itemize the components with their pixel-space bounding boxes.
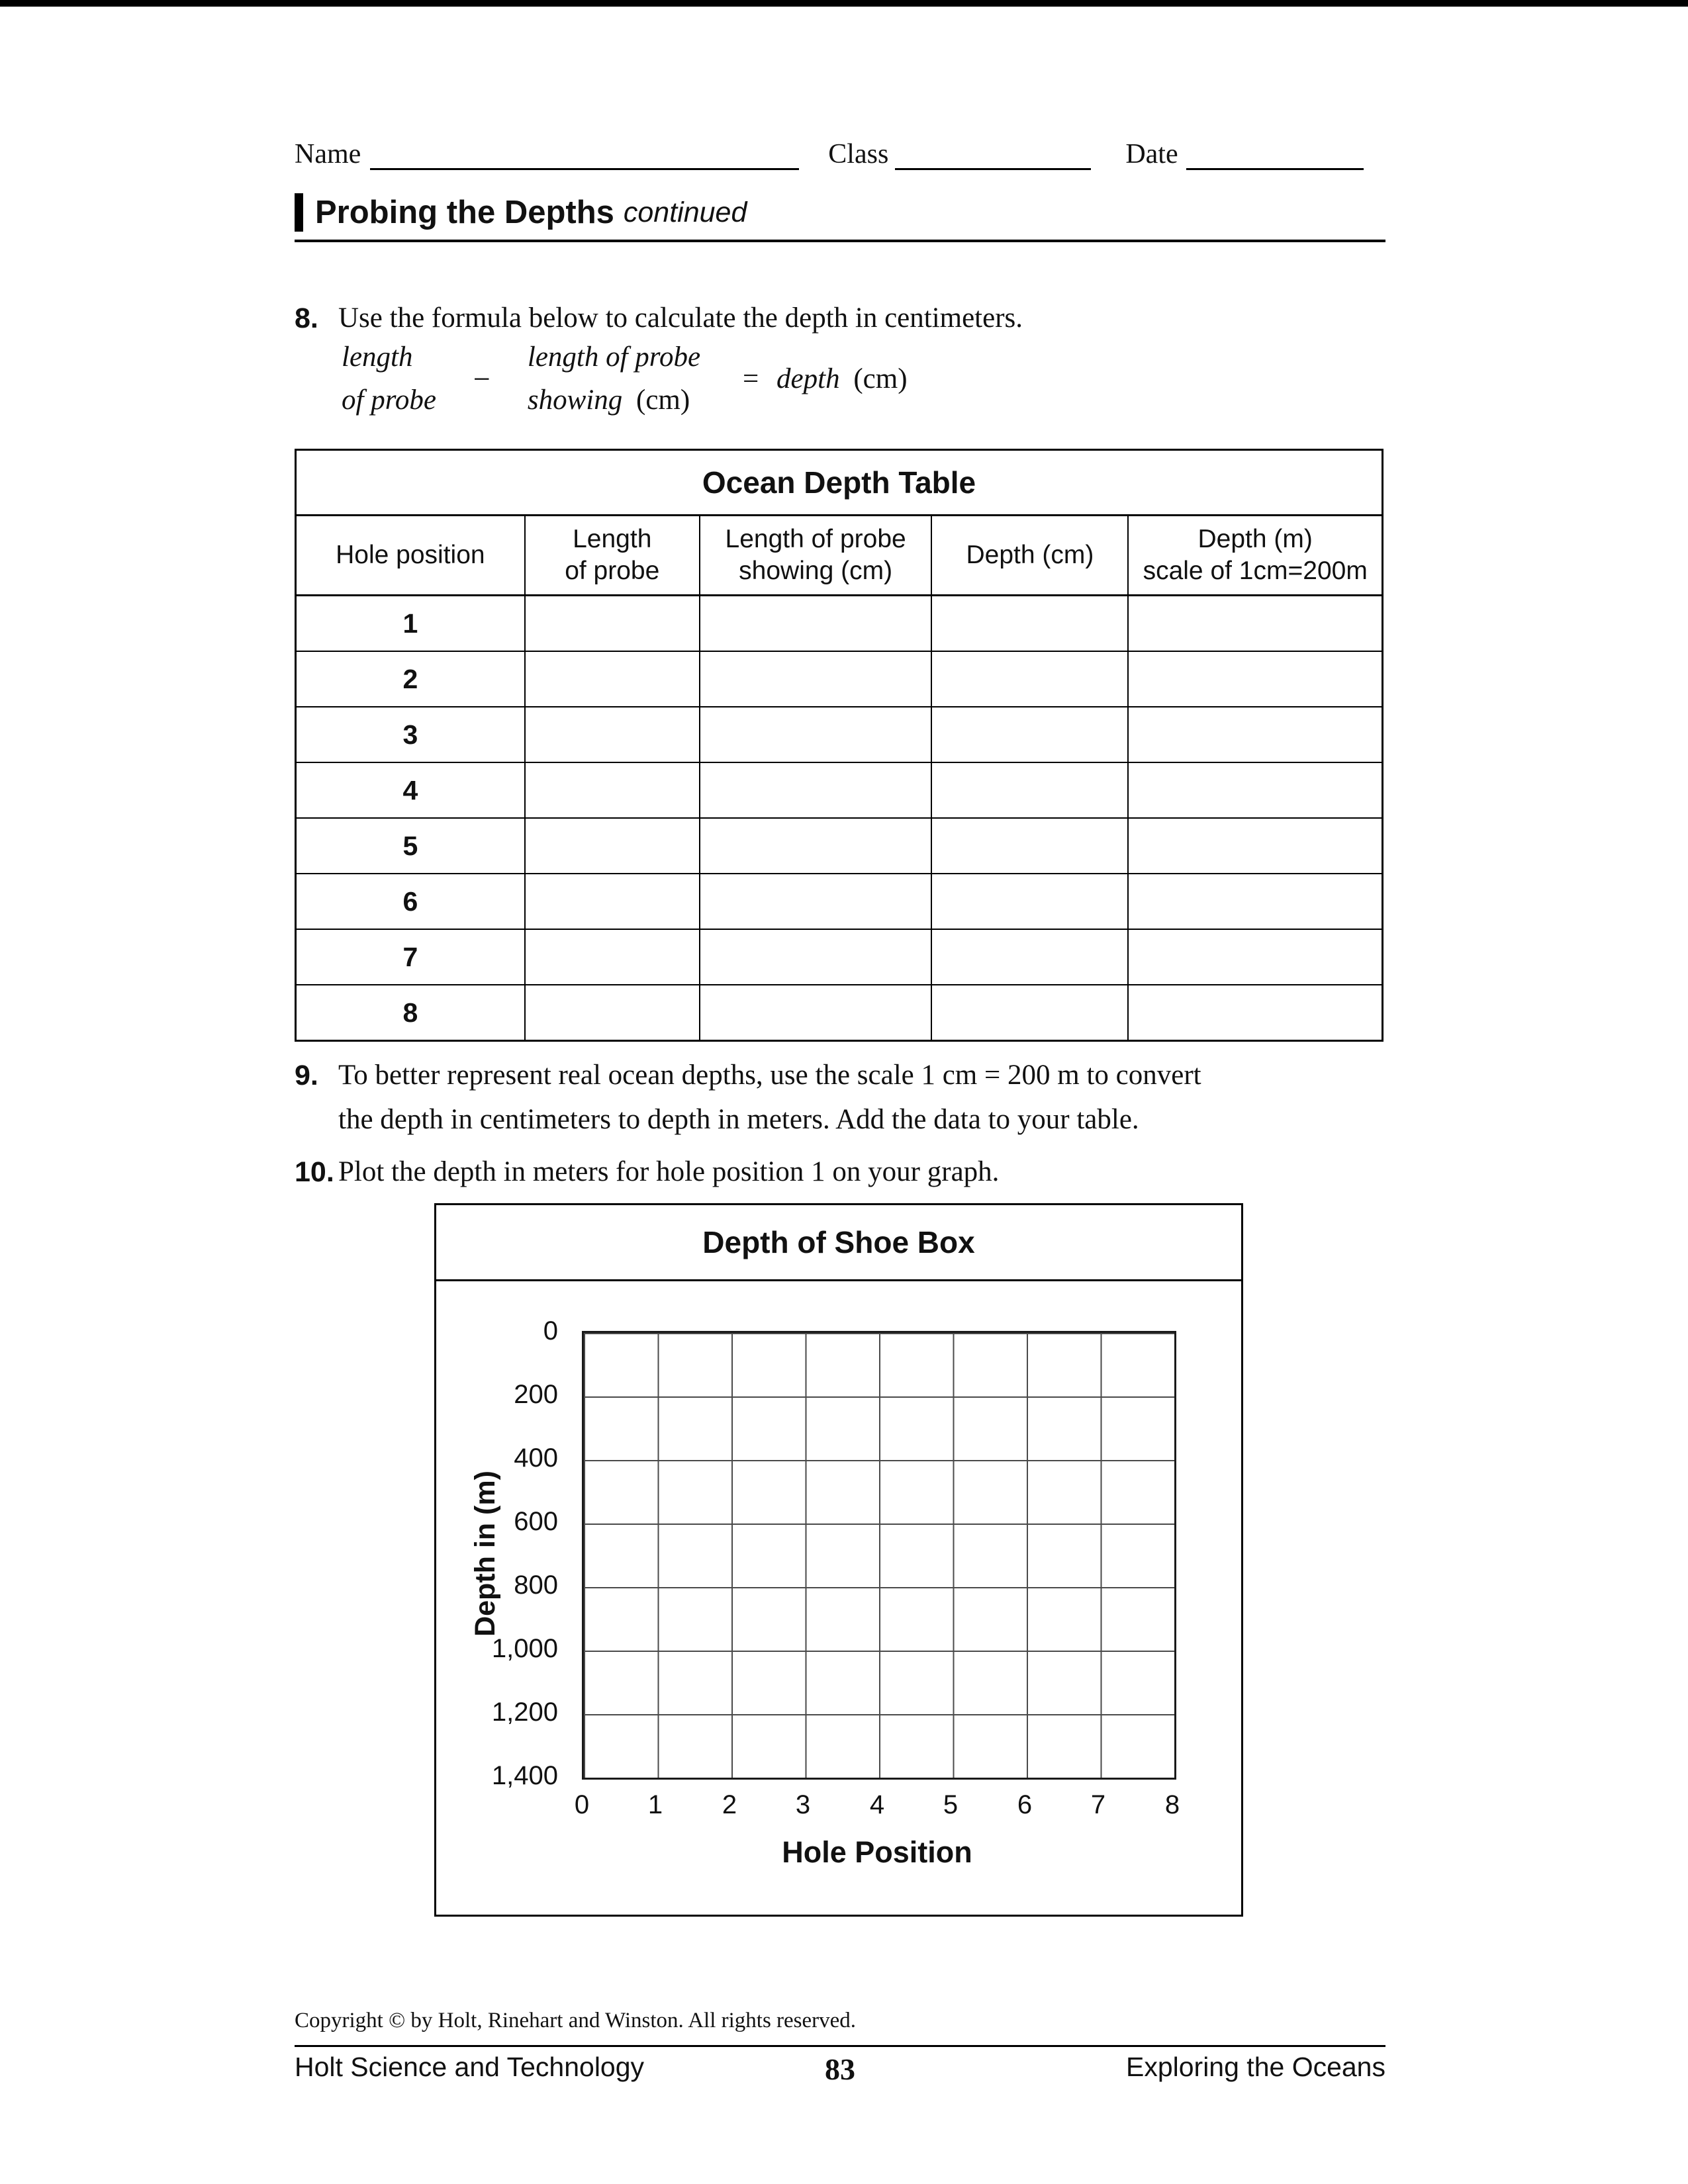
column-header-depth-cm xyxy=(931,516,1127,594)
y-tick: 1,200 xyxy=(491,1698,558,1727)
empty-cell xyxy=(931,707,1127,762)
footer-left: Holt Science and Technology xyxy=(295,2052,645,2082)
item-9 xyxy=(295,1054,1201,1142)
plot-grid xyxy=(582,1331,1176,1780)
table-row xyxy=(297,930,1382,985)
formula-term1-line2: of probe xyxy=(342,384,436,416)
empty-cell xyxy=(931,819,1127,873)
hole-position-value: 6 xyxy=(402,886,418,917)
table-title: Ocean Depth Table xyxy=(297,451,1382,516)
x-tick: 0 xyxy=(574,1790,590,1819)
title-accent-bar xyxy=(295,193,303,232)
formula-term1-line1: length xyxy=(342,341,413,373)
header-line: showing (cm) xyxy=(739,557,893,585)
y-tick: 800 xyxy=(514,1570,558,1600)
formula-result-italic: depth xyxy=(776,363,840,394)
y-tick: 1,000 xyxy=(491,1634,558,1663)
empty-cell xyxy=(524,707,699,762)
empty-cell xyxy=(1127,874,1382,929)
empty-cell xyxy=(524,763,699,817)
y-axis-title-text: Depth in (m) xyxy=(469,1470,501,1637)
hole-position-value: 5 xyxy=(402,830,418,861)
item-9-number: 9. xyxy=(295,1060,318,1091)
scan-edge-artifact xyxy=(0,0,1688,7)
hole-position-value: 8 xyxy=(402,997,418,1028)
hole-position-value: 7 xyxy=(402,941,418,972)
header-fill-in-row xyxy=(295,138,1388,170)
x-axis-title: Hole Position xyxy=(782,1835,972,1869)
formula-result xyxy=(743,363,907,395)
item-10 xyxy=(295,1150,999,1195)
empty-cell xyxy=(931,874,1127,929)
item-8-number: 8. xyxy=(295,302,318,334)
empty-cell xyxy=(699,819,931,873)
graph-box xyxy=(434,1203,1243,1917)
empty-cell xyxy=(699,930,931,984)
empty-cell xyxy=(524,819,699,873)
table-row xyxy=(297,763,1382,819)
table-row xyxy=(297,985,1382,1040)
section-title-suffix: continued xyxy=(623,196,747,228)
item-10-text: Plot the depth in meters for hole position 1 on your graph. xyxy=(338,1156,1000,1187)
x-tick: 3 xyxy=(795,1790,811,1819)
y-tick: 0 xyxy=(543,1316,558,1345)
y-axis-tick-labels xyxy=(436,1316,567,1790)
empty-cell xyxy=(1127,819,1382,873)
column-header-hole-position xyxy=(297,516,524,594)
empty-cell xyxy=(1127,707,1382,762)
table-row xyxy=(297,652,1382,707)
empty-cell xyxy=(1127,596,1382,651)
empty-cell xyxy=(524,596,699,651)
item-9-text xyxy=(338,1054,1201,1142)
x-tick: 6 xyxy=(1017,1790,1033,1819)
name-blank-line xyxy=(370,138,799,170)
equals-sign: = xyxy=(743,363,759,394)
header-line: Depth (cm) xyxy=(966,541,1094,570)
class-blank-line xyxy=(895,138,1091,170)
x-tick: 4 xyxy=(869,1790,885,1819)
header-line: Hole position xyxy=(336,541,485,570)
table-row xyxy=(297,874,1382,930)
y-tick: 1,400 xyxy=(491,1761,558,1790)
minus-sign: − xyxy=(473,362,491,396)
graph-title: Depth of Shoe Box xyxy=(436,1205,1241,1281)
empty-cell xyxy=(699,652,931,706)
footer-right: Exploring the Oceans xyxy=(1125,2052,1385,2082)
hole-position-value: 2 xyxy=(402,663,418,694)
x-axis-tick-labels xyxy=(574,1790,1180,1825)
header-line: Depth (m) xyxy=(1197,525,1313,554)
item-8-text: Use the formula below to calculate the depth in centimeters. xyxy=(338,302,1023,334)
column-header-length-of-probe xyxy=(524,516,699,594)
class-label: Class xyxy=(828,139,889,169)
formula-term2 xyxy=(528,336,700,422)
header-line: Length xyxy=(573,525,652,554)
header-line: Length of probe xyxy=(725,525,906,554)
column-header-length-showing xyxy=(699,516,931,594)
formula-term2-line2-roman: (cm) xyxy=(636,384,690,416)
x-tick: 8 xyxy=(1164,1790,1180,1819)
ocean-depth-table xyxy=(295,449,1383,1042)
hole-position-value: 3 xyxy=(402,719,418,750)
x-tick: 7 xyxy=(1090,1790,1106,1819)
hole-position-value: 1 xyxy=(402,608,418,639)
copyright-line: Copyright © by Holt, Rinehart and Winston. All rights reserved. xyxy=(295,2009,857,2032)
header-line: scale of 1cm=200m xyxy=(1143,557,1368,585)
item-10-number: 10. xyxy=(295,1156,334,1188)
header-line: of probe xyxy=(565,557,660,585)
table-row xyxy=(297,707,1382,763)
table-row xyxy=(297,819,1382,874)
formula-term1 xyxy=(342,336,436,422)
item-9-line1: To better represent real ocean depths, use the scale 1 cm = 200 m to convert xyxy=(338,1060,1201,1091)
empty-cell xyxy=(699,596,931,651)
formula-result-roman: (cm) xyxy=(853,363,908,394)
x-tick: 5 xyxy=(943,1790,959,1819)
empty-cell xyxy=(1127,930,1382,984)
section-title-bar xyxy=(295,193,1385,242)
empty-cell xyxy=(1127,652,1382,706)
empty-cell xyxy=(931,652,1127,706)
empty-cell xyxy=(524,874,699,929)
formula-term2-line1: length of probe xyxy=(527,341,701,373)
item-9-line2: the depth in centimeters to depth in meters. Add the data to your table. xyxy=(338,1103,1139,1135)
formula-term2-line2 xyxy=(528,379,700,422)
hole-position-value: 4 xyxy=(402,774,418,805)
empty-cell xyxy=(1127,985,1382,1040)
page-number: 83 xyxy=(825,2052,855,2086)
empty-cell xyxy=(931,985,1127,1040)
date-label: Date xyxy=(1125,139,1178,169)
name-label: Name xyxy=(295,139,361,169)
y-tick: 200 xyxy=(514,1380,558,1409)
column-header-depth-m xyxy=(1127,516,1382,594)
empty-cell xyxy=(524,652,699,706)
table-header-row xyxy=(297,516,1382,596)
empty-cell xyxy=(931,763,1127,817)
x-tick: 2 xyxy=(722,1790,737,1819)
date-blank-line xyxy=(1186,138,1364,170)
empty-cell xyxy=(931,596,1127,651)
footer-rule xyxy=(295,2045,1385,2047)
empty-cell xyxy=(699,707,931,762)
empty-cell xyxy=(699,763,931,817)
section-title: Probing the Depths xyxy=(315,195,614,230)
formula-term2-line2-italic: showing xyxy=(527,384,623,416)
x-tick: 1 xyxy=(647,1790,663,1819)
empty-cell xyxy=(699,985,931,1040)
empty-cell xyxy=(699,874,931,929)
empty-cell xyxy=(931,930,1127,984)
depth-formula xyxy=(342,336,908,422)
y-tick: 400 xyxy=(514,1443,558,1473)
empty-cell xyxy=(524,930,699,984)
empty-cell xyxy=(524,985,699,1040)
empty-cell xyxy=(1127,763,1382,817)
table-row xyxy=(297,596,1382,652)
item-8 xyxy=(295,296,1023,341)
y-tick: 600 xyxy=(514,1507,558,1536)
